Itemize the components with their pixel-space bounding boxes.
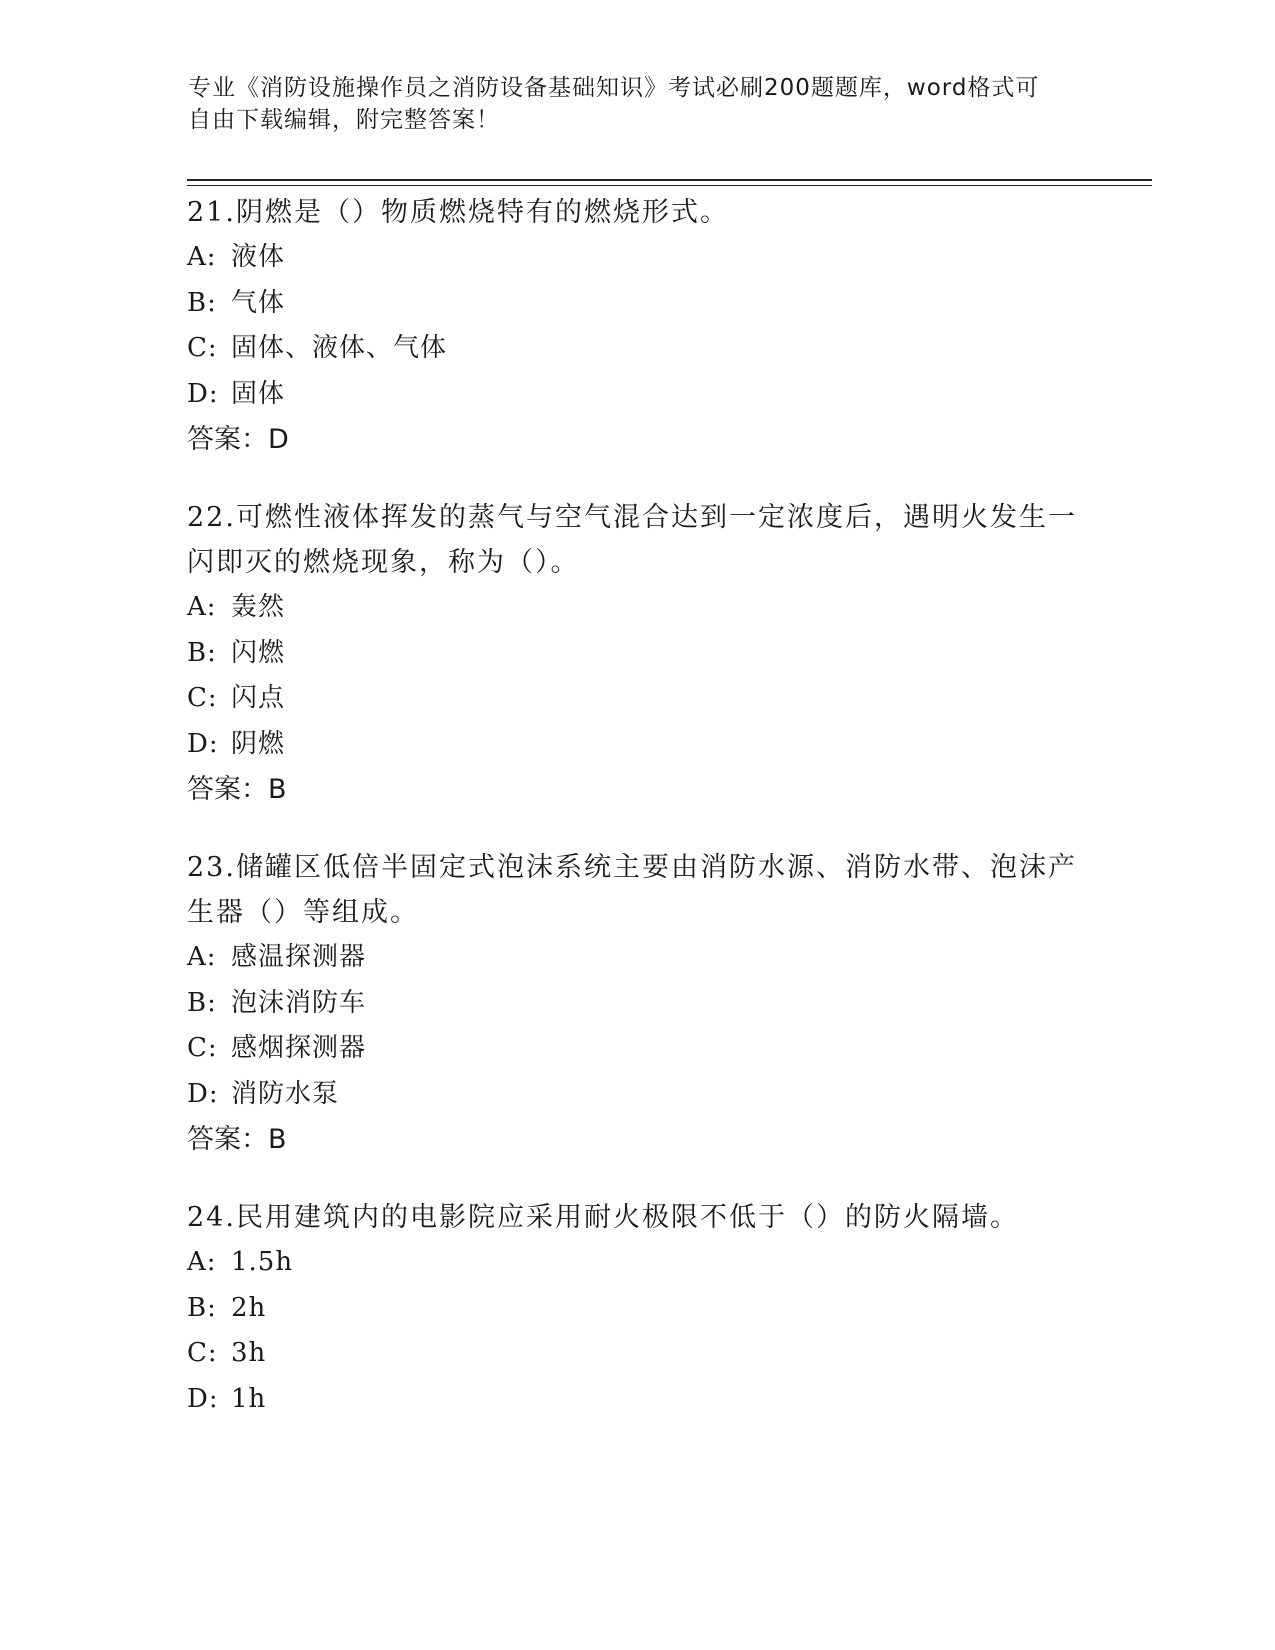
option-letter: B:	[187, 1292, 217, 1323]
question-21	[187, 190, 1087, 463]
option-b	[187, 631, 1087, 677]
option-a	[187, 935, 1087, 981]
header-line-1: 专业《消防设施操作员之消防设备基础知识》考试必刷200题题库，word格式可	[188, 75, 1040, 101]
option-text: 消防水泵	[231, 1078, 340, 1109]
header-line-2: 自由下载编辑，附完整答案！	[188, 107, 500, 133]
option-d	[187, 372, 1087, 418]
option-letter: D:	[187, 728, 219, 759]
option-d	[187, 1072, 1087, 1118]
option-text: 1h	[231, 1383, 267, 1414]
option-letter: A:	[187, 942, 217, 972]
option-letter: D:	[187, 378, 219, 409]
option-text: 固体、液体、气体	[231, 333, 448, 363]
option-text: 感烟探测器	[231, 1033, 367, 1063]
option-letter: C:	[187, 1033, 218, 1063]
option-c	[187, 326, 1087, 372]
question-24	[187, 1195, 1087, 1422]
option-letter: D:	[187, 1383, 219, 1414]
question-23	[187, 845, 1087, 1163]
option-text: 2h	[231, 1292, 267, 1323]
option-text: 感温探测器	[231, 942, 367, 972]
option-letter: B:	[187, 637, 217, 668]
header-divider-thick	[187, 179, 1152, 181]
answer-line: 答案：D	[187, 424, 289, 455]
option-letter: C:	[187, 1338, 218, 1368]
question-stem: 24.民用建筑内的电影院应采用耐火极限不低于（）的防火隔墙。	[187, 1202, 1019, 1233]
option-text: 闪点	[231, 683, 286, 713]
option-letter: C:	[187, 333, 218, 363]
option-text: 液体	[231, 242, 286, 272]
option-text: 轰然	[231, 592, 286, 622]
option-c	[187, 1331, 1087, 1377]
answer-line: 答案：B	[187, 774, 287, 805]
option-a	[187, 585, 1087, 631]
option-b	[187, 981, 1087, 1027]
question-list	[187, 190, 1087, 1454]
option-letter: C:	[187, 683, 218, 713]
option-text: 泡沫消防车	[231, 987, 367, 1018]
header-divider-thin	[187, 185, 1152, 186]
answer-line: 答案：B	[187, 1124, 287, 1155]
document-header	[188, 72, 1068, 136]
option-letter: A:	[187, 592, 217, 622]
option-letter: D:	[187, 1078, 219, 1109]
option-text: 3h	[231, 1338, 267, 1368]
option-letter: A:	[187, 242, 217, 272]
option-text: 气体	[231, 287, 286, 318]
option-text: 1.5h	[231, 1247, 294, 1277]
option-c	[187, 676, 1087, 722]
option-c	[187, 1026, 1087, 1072]
option-d	[187, 722, 1087, 768]
question-stem: 23.储罐区低倍半固定式泡沫系统主要由消防水源、消防水带、泡沫产生器（）等组成。	[187, 852, 1077, 928]
option-d	[187, 1377, 1087, 1423]
question-stem: 22.可燃性液体挥发的蒸气与空气混合达到一定浓度后，遇明火发生一闪即灭的燃烧现象，称为（）。	[187, 502, 1077, 578]
option-letter: B:	[187, 987, 217, 1018]
option-a	[187, 1240, 1087, 1286]
question-22	[187, 495, 1087, 813]
option-a	[187, 235, 1087, 281]
option-letter: B:	[187, 287, 217, 318]
option-text: 阴燃	[231, 728, 286, 759]
option-b	[187, 1286, 1087, 1332]
question-stem: 21.阴燃是（）物质燃烧特有的燃烧形式。	[187, 197, 729, 228]
option-letter: A:	[187, 1247, 217, 1277]
option-b	[187, 281, 1087, 327]
option-text: 固体	[231, 378, 286, 409]
option-text: 闪燃	[231, 637, 286, 668]
